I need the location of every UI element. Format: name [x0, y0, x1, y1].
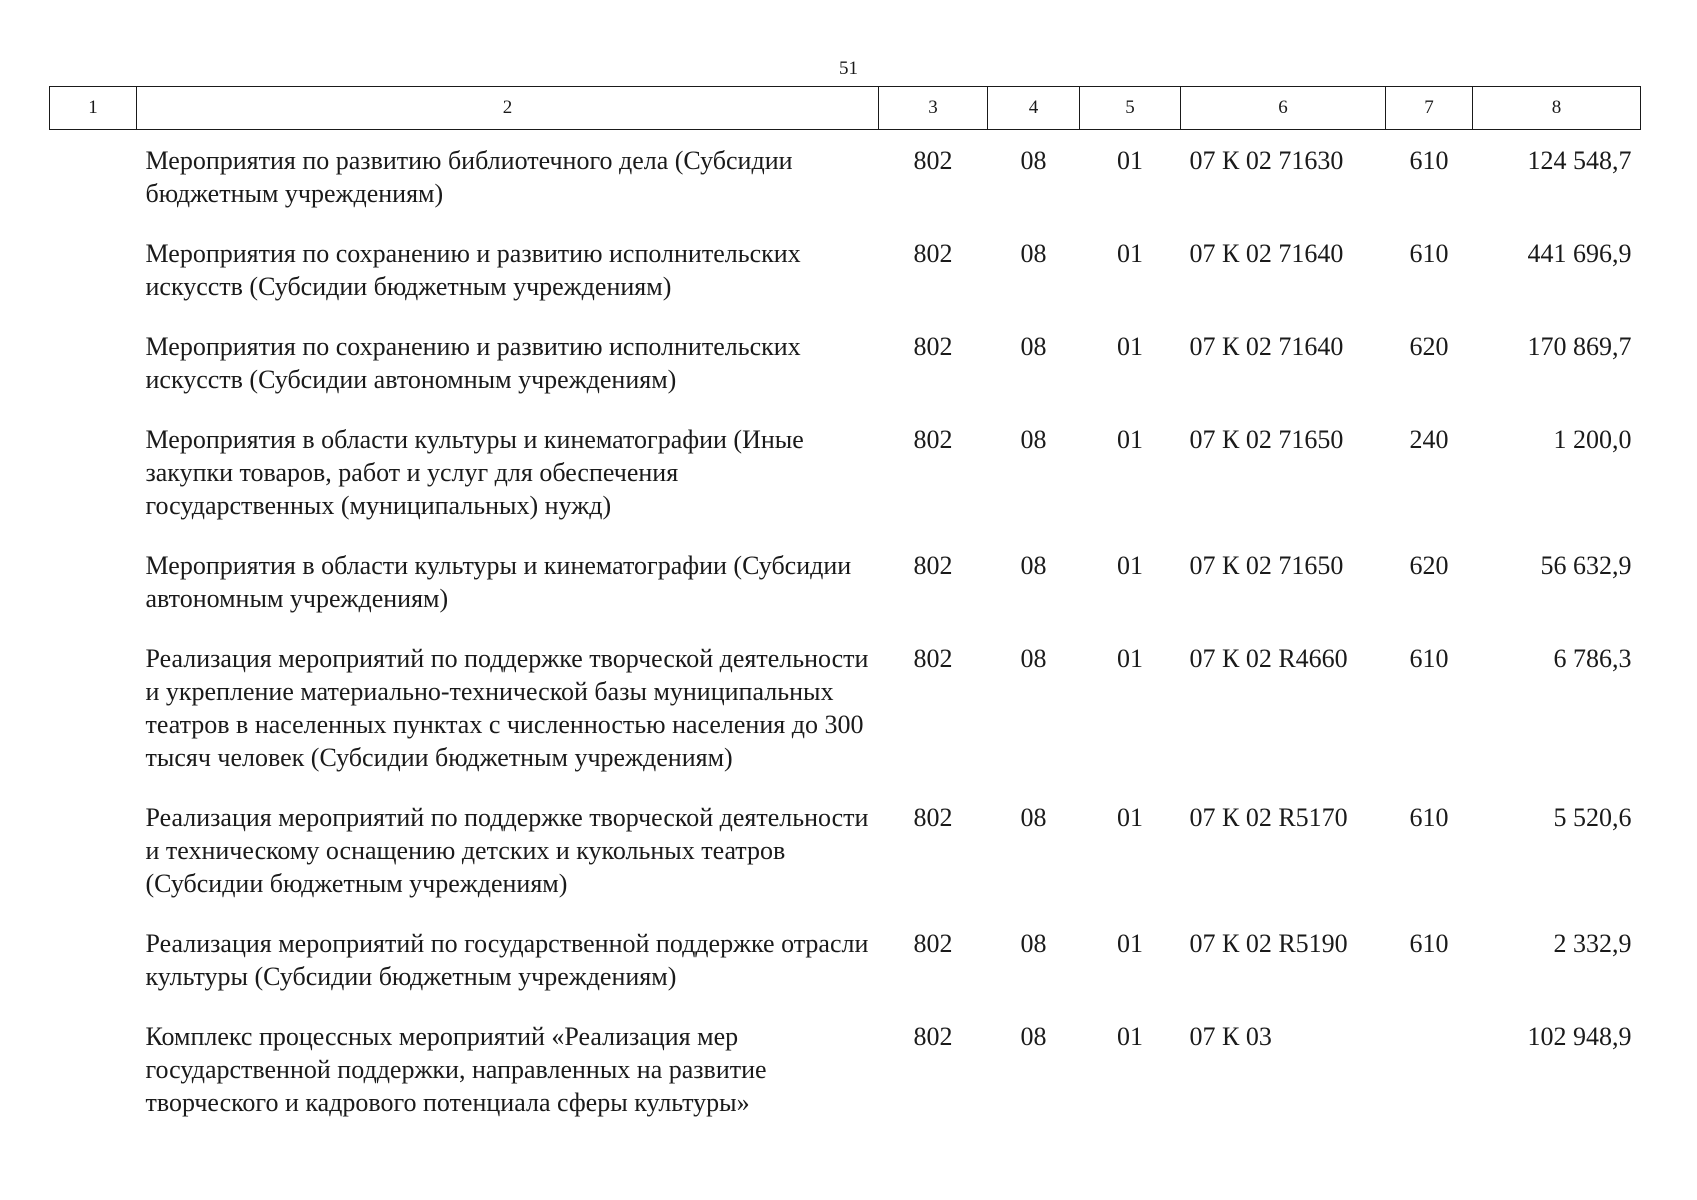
expense-type-code: 610 [1409, 146, 1449, 175]
expense-type-code: 610 [1409, 803, 1449, 832]
expense-type-code: 610 [1409, 929, 1449, 958]
table-row [50, 1007, 1641, 1133]
subsection-code: 01 [1117, 239, 1143, 268]
item-name: Мероприятия по сохранению и развитию исполнительских искусств (Субсидии автономным учреждениям) [145, 332, 801, 394]
column-header-2: 2 [137, 87, 879, 130]
column-header-5: 5 [1080, 87, 1181, 130]
row-number-cell [50, 317, 137, 410]
target-article-code: 07 К 02 R5170 [1189, 803, 1348, 832]
item-name: Мероприятия по развитию библиотечного дела (Субсидии бюджетным учреждениям) [145, 146, 793, 208]
row-number-cell [50, 536, 137, 629]
item-name: Комплекс процессных мероприятий «Реализация мер государственной поддержки, направленных на развитие творческого и кадрового потенциала сферы культуры» [145, 1022, 767, 1117]
subsection-code: 01 [1117, 551, 1143, 580]
row-number-cell [50, 629, 137, 788]
section-code: 08 [1020, 551, 1047, 580]
target-article-code: 07 К 03 [1189, 1022, 1272, 1051]
item-name: Реализация мероприятий по государственной поддержке отрасли культуры (Субсидии бюджетным учреждениям) [145, 929, 869, 991]
target-article-code: 07 К 02 71640 [1189, 332, 1344, 361]
subsection-code: 01 [1117, 146, 1143, 175]
row-number-cell [50, 410, 137, 536]
target-article-code: 07 К 02 71640 [1189, 239, 1344, 268]
table-row [50, 130, 1641, 225]
grbs-code: 802 [913, 929, 953, 958]
grbs-code: 802 [913, 425, 953, 454]
target-article-code: 07 К 02 71630 [1189, 146, 1344, 175]
section-code: 08 [1020, 929, 1047, 958]
grbs-code: 802 [913, 644, 953, 673]
amount: 170 869,7 [1527, 332, 1632, 361]
subsection-code: 01 [1117, 425, 1143, 454]
subsection-code: 01 [1117, 929, 1143, 958]
row-number-cell [50, 914, 137, 1007]
subsection-code: 01 [1117, 332, 1143, 361]
grbs-code: 802 [913, 803, 953, 832]
column-header-1: 1 [50, 87, 137, 130]
amount: 5 520,6 [1553, 803, 1632, 832]
item-name: Мероприятия по сохранению и развитию исполнительских искусств (Субсидии бюджетным учреждениям) [145, 239, 801, 301]
section-code: 08 [1020, 644, 1047, 673]
grbs-code: 802 [913, 239, 953, 268]
expense-type-code: 610 [1409, 239, 1449, 268]
subsection-code: 01 [1117, 1022, 1143, 1051]
column-header-7: 7 [1386, 87, 1473, 130]
section-code: 08 [1020, 239, 1047, 268]
amount: 102 948,9 [1527, 1022, 1632, 1051]
amount: 56 632,9 [1540, 551, 1632, 580]
table-row [50, 224, 1641, 317]
amount: 2 332,9 [1553, 929, 1632, 958]
item-name: Реализация мероприятий по поддержке творческой деятельности и техническому оснащению детских и кукольных театров (Субсидии бюджетным учреждениям) [145, 803, 869, 898]
table-row [50, 629, 1641, 788]
expense-type-code: 620 [1409, 332, 1449, 361]
target-article-code: 07 К 02 71650 [1189, 551, 1344, 580]
subsection-code: 01 [1117, 644, 1143, 673]
column-header-3: 3 [879, 87, 988, 130]
row-number-cell [50, 1007, 137, 1133]
column-header-6: 6 [1181, 87, 1386, 130]
table-row [50, 317, 1641, 410]
section-code: 08 [1020, 332, 1047, 361]
amount: 1 200,0 [1553, 425, 1632, 454]
item-name: Реализация мероприятий по поддержке творческой деятельности и укрепление материально-технической базы муниципальных театров в населенных пунктах с численностью населения до 300 тысяч человек (Субсидии бюджетным учреждениям) [145, 644, 869, 772]
amount: 6 786,3 [1553, 644, 1632, 673]
amount: 441 696,9 [1527, 239, 1632, 268]
table-row [50, 410, 1641, 536]
row-number-cell [50, 224, 137, 317]
expense-type-code: 240 [1409, 425, 1449, 454]
budget-table [49, 86, 1641, 1133]
target-article-code: 07 К 02 R4660 [1189, 644, 1348, 673]
table-row [50, 788, 1641, 914]
page-number: 51 [839, 58, 858, 79]
grbs-code: 802 [913, 551, 953, 580]
section-code: 08 [1020, 146, 1047, 175]
item-name: Мероприятия в области культуры и кинематографии (Субсидии автономным учреждениям) [145, 551, 852, 613]
grbs-code: 802 [913, 332, 953, 361]
column-header-4: 4 [988, 87, 1080, 130]
expense-type-code: 610 [1409, 644, 1449, 673]
target-article-code: 07 К 02 71650 [1189, 425, 1344, 454]
header-row [50, 87, 1641, 130]
expense-type-code: 620 [1409, 551, 1449, 580]
target-article-code: 07 К 02 R5190 [1189, 929, 1348, 958]
table-row [50, 536, 1641, 629]
grbs-code: 802 [913, 146, 953, 175]
row-number-cell [50, 130, 137, 225]
column-header-8: 8 [1473, 87, 1641, 130]
subsection-code: 01 [1117, 803, 1143, 832]
item-name: Мероприятия в области культуры и кинематографии (Иные закупки товаров, работ и услуг для обеспечения государственных (муниципальных) нужд) [145, 425, 804, 520]
row-number-cell [50, 788, 137, 914]
expense-type-code [1386, 1007, 1473, 1133]
section-code: 08 [1020, 1022, 1047, 1051]
section-code: 08 [1020, 425, 1047, 454]
section-code: 08 [1020, 803, 1047, 832]
amount: 124 548,7 [1527, 146, 1632, 175]
table-row [50, 914, 1641, 1007]
grbs-code: 802 [913, 1022, 953, 1051]
